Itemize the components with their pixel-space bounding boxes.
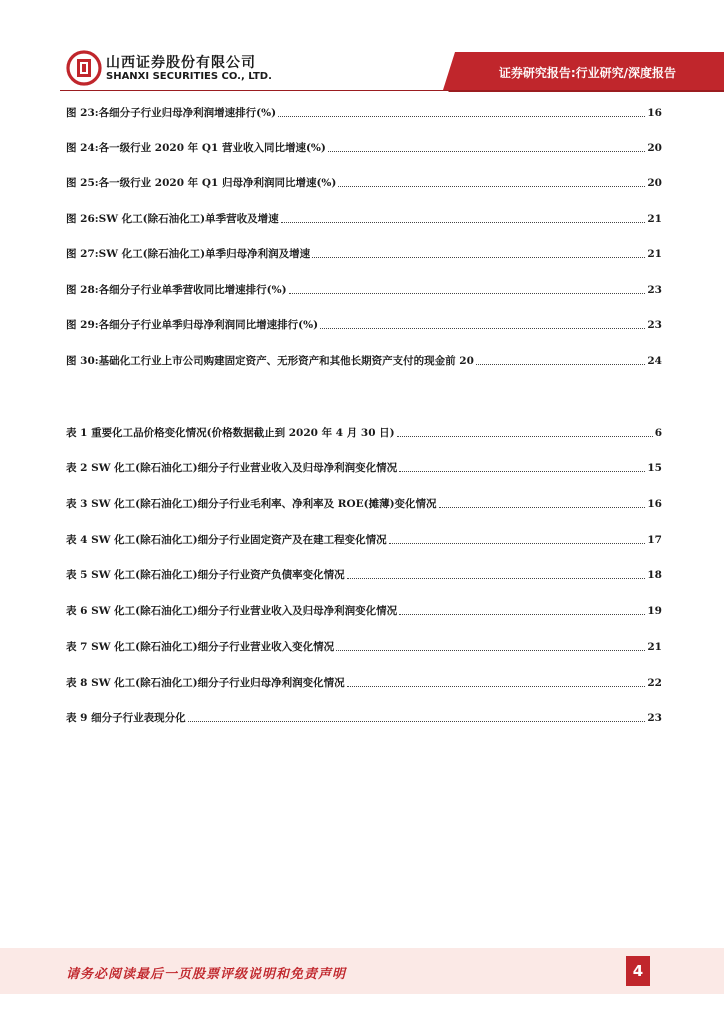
toc-entry-title: 表 3 SW 化工(除石油化工)细分子行业毛利率、净利率及 ROE(摊薄)变化情况 — [66, 498, 437, 510]
toc-entry-page: 23 — [647, 712, 662, 724]
toc-entry-figure-27[interactable] — [66, 245, 662, 263]
toc-entry-page: 20 — [647, 142, 662, 154]
company-logo-icon — [66, 50, 102, 86]
toc-dot-leader — [281, 222, 646, 223]
toc-entry-title: 表 6 SW 化工(除石油化工)细分子行业营业收入及归母净利润变化情况 — [66, 605, 398, 617]
toc-entry-title: 表 8 SW 化工(除石油化工)细分子行业归母净利润变化情况 — [66, 677, 345, 689]
report-type-label: 证券研究报告:行业研究/深度报告 — [498, 66, 676, 80]
toc-dot-leader — [278, 116, 645, 117]
header-divider — [60, 90, 664, 91]
company-name-cn: 山西证券股份有限公司 — [106, 55, 256, 71]
toc-entry-page: 19 — [647, 605, 662, 617]
toc-entry-title: 表 7 SW 化工(除石油化工)细分子行业营业收入变化情况 — [66, 641, 335, 653]
toc-entry-figure-23[interactable] — [66, 104, 662, 122]
toc-entry-table-2[interactable] — [66, 459, 662, 477]
toc-dot-leader — [399, 471, 645, 472]
toc-entry-figure-30[interactable] — [66, 352, 662, 370]
toc-dot-leader — [347, 578, 646, 579]
toc-dot-leader — [336, 650, 645, 651]
toc-dot-leader — [328, 151, 646, 152]
company-name-en: SHANXI SECURITIES CO., LTD. — [106, 71, 272, 82]
toc-entry-figure-24[interactable] — [66, 139, 662, 157]
toc-entry-table-3[interactable] — [66, 495, 662, 513]
toc-entry-title: 图 28:各细分子行业单季营收同比增速排行(%) — [66, 284, 287, 296]
toc-entry-page: 16 — [647, 498, 662, 510]
toc-dot-leader — [347, 686, 646, 687]
toc-entry-figure-28[interactable] — [66, 281, 662, 299]
toc-dot-leader — [389, 543, 646, 544]
toc-entry-table-5[interactable] — [66, 566, 662, 584]
toc-entry-figure-29[interactable] — [66, 316, 662, 334]
toc-dot-leader — [399, 614, 645, 615]
toc-entry-title: 表 2 SW 化工(除石油化工)细分子行业营业收入及归母净利润变化情况 — [66, 462, 398, 474]
toc-entry-page: 22 — [647, 677, 662, 689]
toc-entry-table-4[interactable] — [66, 531, 662, 549]
toc-dot-leader — [312, 257, 645, 258]
page-header — [0, 0, 724, 100]
toc-dot-leader — [476, 364, 645, 365]
toc-entry-page: 6 — [654, 427, 662, 439]
toc-entry-title: 表 4 SW 化工(除石油化工)细分子行业固定资产及在建工程变化情况 — [66, 534, 387, 546]
toc-entry-figure-25[interactable] — [66, 174, 662, 192]
toc-entry-table-7[interactable] — [66, 638, 662, 656]
toc-entry-page: 20 — [647, 177, 662, 189]
toc-entry-table-1[interactable] — [66, 424, 662, 442]
toc-entry-page: 15 — [647, 462, 662, 474]
toc-entry-page: 23 — [647, 284, 662, 296]
toc-entry-title: 图 25:各一级行业 2020 年 Q1 归母净利润同比增速(%) — [66, 177, 337, 189]
toc-dot-leader — [439, 507, 646, 508]
toc-dot-leader — [188, 721, 646, 722]
toc-entry-page: 21 — [647, 641, 662, 653]
toc-dot-leader — [289, 293, 646, 294]
toc-entry-title: 图 23:各细分子行业归母净利润增速排行(%) — [66, 107, 277, 119]
toc-entry-page: 17 — [647, 534, 662, 546]
toc-entry-table-8[interactable] — [66, 674, 662, 692]
toc-dot-leader — [397, 436, 653, 437]
toc-entry-page: 23 — [647, 319, 662, 331]
footer-disclaimer: 请务必阅读最后一页股票评级说明和免责声明 — [66, 967, 347, 982]
toc-entry-table-6[interactable] — [66, 602, 662, 620]
toc-entry-title: 图 29:各细分子行业单季归母净利润同比增速排行(%) — [66, 319, 319, 331]
page-number: 4 — [626, 956, 650, 986]
toc-entry-page: 16 — [647, 107, 662, 119]
toc-entry-table-9[interactable] — [66, 709, 662, 727]
toc-entry-title: 表 1 重要化工品价格变化情况(价格数据截止到 2020 年 4 月 30 日) — [66, 427, 395, 439]
toc-entry-title: 图 30:基础化工行业上市公司购建固定资产、无形资产和其他长期资产支付的现金前 20 — [66, 355, 474, 367]
toc-entry-title: 表 9 细分子行业表现分化 — [66, 712, 186, 724]
toc-entry-title: 表 5 SW 化工(除石油化工)细分子行业资产负债率变化情况 — [66, 569, 345, 581]
toc-entry-page: 24 — [647, 355, 662, 367]
toc-entry-page: 21 — [647, 248, 662, 260]
toc-entry-page: 18 — [647, 569, 662, 581]
toc-dot-leader — [338, 186, 645, 187]
toc-dot-leader — [320, 328, 645, 329]
toc-entry-title: 图 26:SW 化工(除石油化工)单季营收及增速 — [66, 213, 279, 225]
toc-entry-figure-26[interactable] — [66, 210, 662, 228]
toc-entry-title: 图 27:SW 化工(除石油化工)单季归母净利润及增速 — [66, 248, 311, 260]
toc-entry-page: 21 — [647, 213, 662, 225]
toc-entry-title: 图 24:各一级行业 2020 年 Q1 营业收入同比增速(%) — [66, 142, 326, 154]
